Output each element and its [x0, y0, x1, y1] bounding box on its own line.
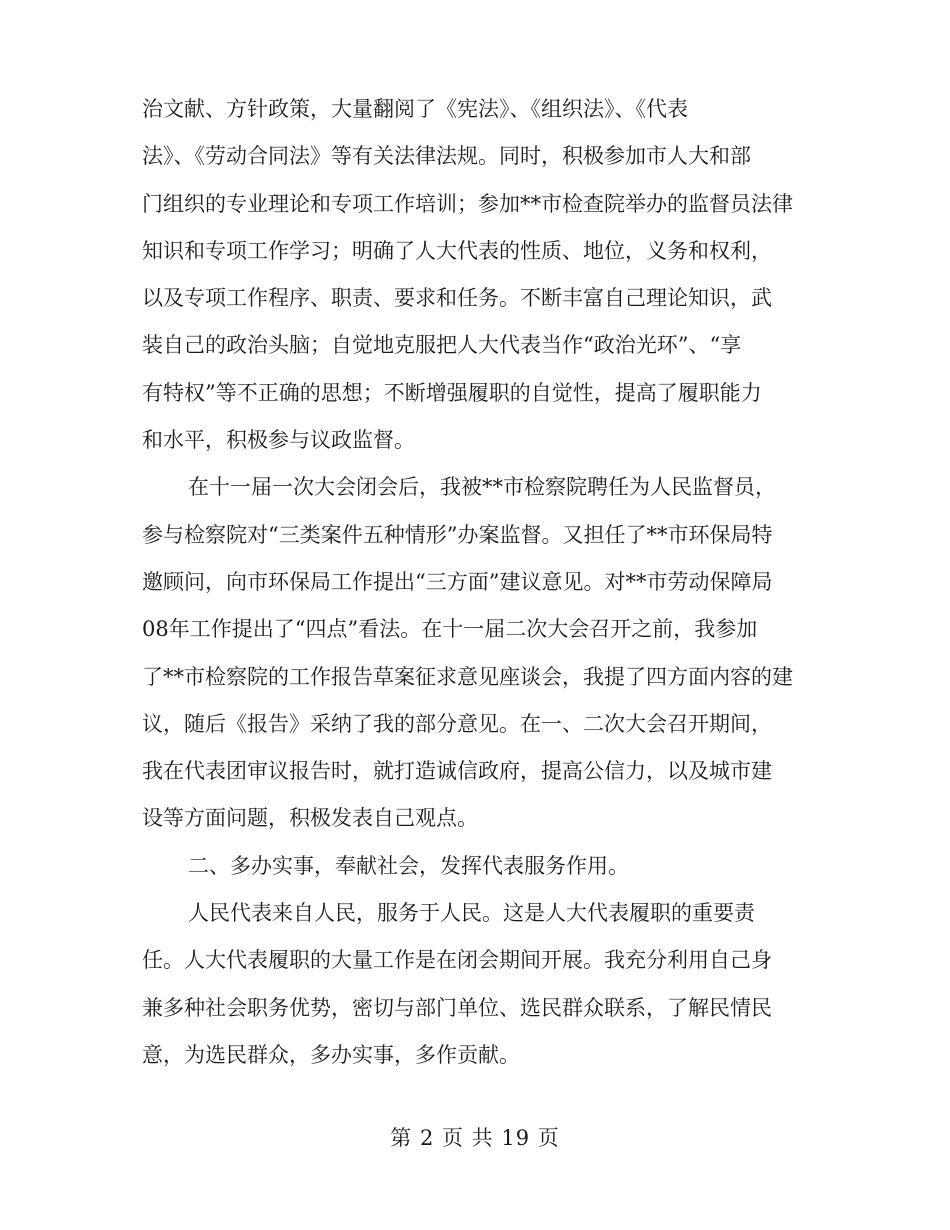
- text-line: 邀顾问，向市环保局工作提出“三方面”建议意见。对**市劳动保障局: [142, 569, 773, 594]
- text-line: 和水平，积极参与议政监督。: [142, 428, 415, 453]
- text-line: 治文献、方针政策，大量翻阅了《宪法》、《组织法》、《代表: [142, 97, 688, 121]
- document-body: [142, 86, 814, 1079]
- text-line: 兼多种社会职务优势，密切与部门单位、选民群众联系，了解民情民: [142, 995, 772, 1020]
- text-line: 以及专项工作程序、职责、要求和任务。不断丰富自己理论知识，武: [142, 286, 772, 311]
- text-line: 装自己的政治头脑；自觉地克服把人大代表当作“政治光环”、“享: [142, 333, 742, 358]
- paragraph-start-line: 在十一届一次大会闭会后，我被**市检察院聘任为人民监督员，: [188, 475, 776, 500]
- text-line: 法》、《劳动合同法》等有关法律法规。同时，积极参加市人大和部: [142, 144, 751, 169]
- text-line: 知识和专项工作学习；明确了人大代表的性质、地位，义务和权利，: [142, 238, 772, 263]
- section-heading: 二、多办实事，奉献社会，发挥代表服务作用。: [188, 853, 629, 878]
- text-line: 08年工作提出了“四点”看法。在十一届二次大会召开之前，我参加: [142, 617, 758, 642]
- text-line: 参与检察院对“三类案件五种情形”办案监督。又担任了**市环保局特: [142, 522, 773, 547]
- text-line: 任。人大代表履职的大量工作是在闭会期间开展。我充分利用自己身: [142, 948, 772, 973]
- paragraph-start-line: 人民代表来自人民，服务于人民。这是人大代表履职的重要责: [188, 901, 755, 926]
- text-line: 意，为选民群众，多办实事，多作贡献。: [142, 1042, 520, 1067]
- page-number-footer: 第 2 页 共 19 页: [390, 1126, 560, 1150]
- text-line: 我在代表团审议报告时，就打造诚信政府，提高公信力，以及城市建: [142, 759, 772, 784]
- text-line: 门组织的专业理论和专项工作培训；参加**市检查院举办的监督员法律: [142, 191, 793, 216]
- text-line: 有特权”等不正确的思想；不断增强履职的自觉性，提高了履职能力: [142, 380, 762, 405]
- text-line: 议，随后《报告》采纳了我的部分意见。在一、二次大会召开期间，: [142, 711, 772, 736]
- text-line: 了**市检察院的工作报告草案征求意见座谈会，我提了四方面内容的建: [142, 664, 793, 689]
- text-line: 设等方面问题，积极发表自己观点。: [142, 806, 478, 831]
